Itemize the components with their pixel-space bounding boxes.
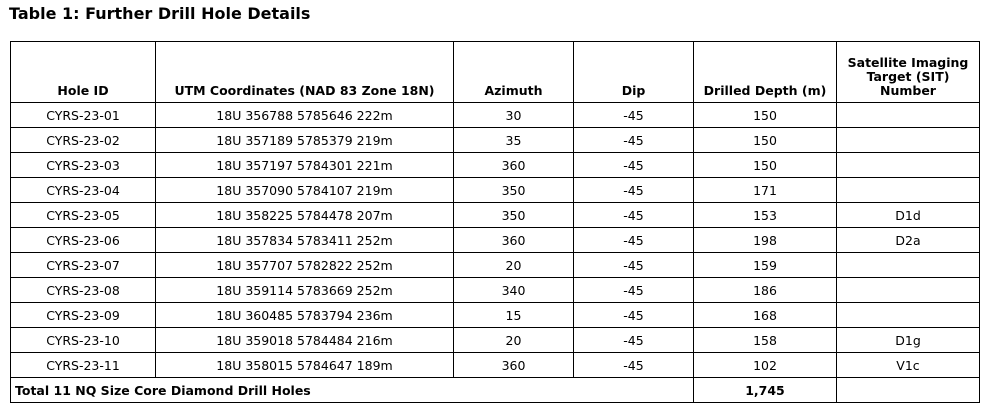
table-title: Table 1: Further Drill Hole Details [9,4,311,23]
cell-azimuth: 20 [454,328,574,353]
cell-hole-id: CYRS-23-03 [11,153,156,178]
cell-dip: -45 [574,353,694,378]
cell-hole-id: CYRS-23-07 [11,253,156,278]
table-row [11,303,980,328]
cell-azimuth: 15 [454,303,574,328]
cell-sit: V1c [837,353,980,378]
cell-depth: 198 [694,228,837,253]
header-row [11,42,980,103]
cell-azimuth: 350 [454,178,574,203]
cell-dip: -45 [574,303,694,328]
cell-azimuth: 350 [454,203,574,228]
cell-hole-id: CYRS-23-01 [11,103,156,128]
cell-sit: D1d [837,203,980,228]
cell-sit: D2a [837,228,980,253]
table-row [11,203,980,228]
cell-azimuth: 35 [454,128,574,153]
cell-depth: 150 [694,128,837,153]
table-body [11,103,980,378]
table-row [11,178,980,203]
cell-hole-id: CYRS-23-08 [11,278,156,303]
column-header-utm: UTM Coordinates (NAD 83 Zone 18N) [156,42,454,103]
cell-depth: 102 [694,353,837,378]
column-header-sit: Satellite Imaging Target (SIT) Number [837,42,980,103]
table-row [11,103,980,128]
cell-azimuth: 360 [454,353,574,378]
total-depth: 1,745 [694,378,837,403]
cell-utm: 18U 357189 5785379 219m [156,128,454,153]
cell-depth: 150 [694,153,837,178]
cell-sit [837,303,980,328]
cell-sit [837,128,980,153]
cell-dip: -45 [574,178,694,203]
total-row [11,378,980,403]
cell-dip: -45 [574,103,694,128]
table-row [11,153,980,178]
cell-sit [837,103,980,128]
cell-dip: -45 [574,153,694,178]
cell-dip: -45 [574,328,694,353]
cell-hole-id: CYRS-23-05 [11,203,156,228]
cell-utm: 18U 357834 5783411 252m [156,228,454,253]
cell-hole-id: CYRS-23-09 [11,303,156,328]
cell-sit [837,153,980,178]
column-header-hole-id: Hole ID [11,42,156,103]
cell-sit: D1g [837,328,980,353]
column-header-dip: Dip [574,42,694,103]
cell-hole-id: CYRS-23-11 [11,353,156,378]
table-row [11,228,980,253]
cell-depth: 159 [694,253,837,278]
cell-hole-id: CYRS-23-06 [11,228,156,253]
cell-dip: -45 [574,203,694,228]
cell-sit [837,253,980,278]
table-row [11,328,980,353]
cell-dip: -45 [574,128,694,153]
cell-azimuth: 360 [454,228,574,253]
cell-utm: 18U 356788 5785646 222m [156,103,454,128]
drill-hole-table [10,41,980,403]
table-row [11,278,980,303]
column-header-depth: Drilled Depth (m) [694,42,837,103]
cell-utm: 18U 357707 5782822 252m [156,253,454,278]
cell-sit [837,178,980,203]
cell-hole-id: CYRS-23-10 [11,328,156,353]
total-label: Total 11 NQ Size Core Diamond Drill Holes [11,378,694,403]
cell-depth: 153 [694,203,837,228]
cell-utm: 18U 358225 5784478 207m [156,203,454,228]
cell-azimuth: 360 [454,153,574,178]
cell-dip: -45 [574,278,694,303]
cell-hole-id: CYRS-23-04 [11,178,156,203]
cell-utm: 18U 357197 5784301 221m [156,153,454,178]
cell-hole-id: CYRS-23-02 [11,128,156,153]
table-row [11,353,980,378]
cell-utm: 18U 359114 5783669 252m [156,278,454,303]
cell-utm: 18U 357090 5784107 219m [156,178,454,203]
column-header-azimuth: Azimuth [454,42,574,103]
cell-depth: 186 [694,278,837,303]
total-sit-empty [837,378,980,403]
cell-depth: 168 [694,303,837,328]
cell-depth: 158 [694,328,837,353]
cell-utm: 18U 358015 5784647 189m [156,353,454,378]
cell-depth: 150 [694,103,837,128]
cell-dip: -45 [574,253,694,278]
cell-dip: -45 [574,228,694,253]
cell-depth: 171 [694,178,837,203]
cell-azimuth: 20 [454,253,574,278]
cell-utm: 18U 360485 5783794 236m [156,303,454,328]
table-row [11,253,980,278]
cell-azimuth: 340 [454,278,574,303]
cell-azimuth: 30 [454,103,574,128]
cell-sit [837,278,980,303]
table-row [11,128,980,153]
cell-utm: 18U 359018 5784484 216m [156,328,454,353]
